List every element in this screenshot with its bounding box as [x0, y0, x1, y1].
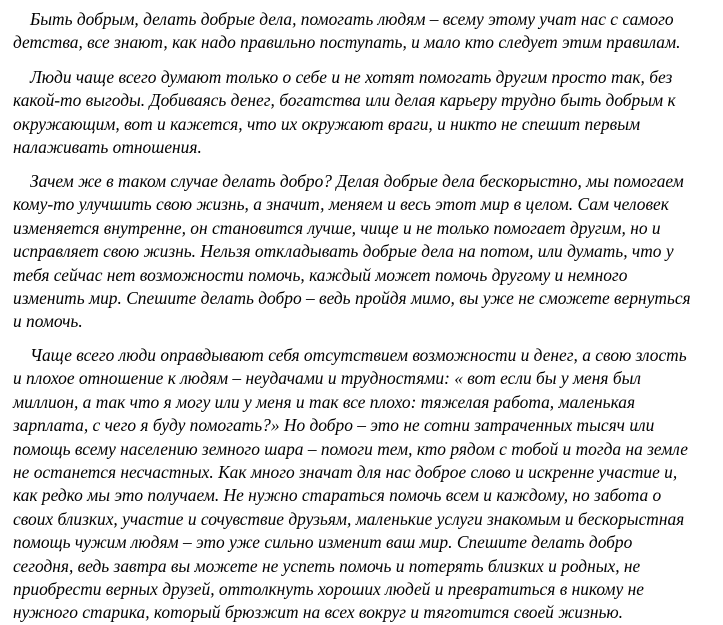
- text-line: зарплата, с чего я буду помогать?» Но добро – это не сотни затраченных тысяч или: [13, 415, 655, 436]
- text-line: изменить мир. Спешите делать добро – ведь пройдя мимо, вы уже не сможете вернуться: [13, 287, 691, 308]
- text-line: исправляет свою жизнь. Нельзя откладывать добрые дела на потом, или думать, что у: [13, 241, 674, 262]
- text-line: помощь чужим людям – это уже сильно изменит ваш мир. Спешите делать добро: [13, 532, 633, 553]
- text-line: окружающим, вот и кажется, что их окружают враги, и никто не спешит первым: [13, 113, 641, 134]
- paragraph-2: [13, 66, 676, 160]
- text-line: кому-то улучшить свою жизнь, а значит, меняем и весь этот мир в целом. Сам человек: [13, 194, 669, 215]
- text-line: Чаще всего люди оправдывают себя отсутствием возможности и денег, а свою злость: [30, 345, 687, 365]
- paragraph-4: [13, 344, 688, 625]
- text-line: нужного старика, который брюзжит на всех вокруг и тяготится своей жизнью.: [13, 602, 624, 623]
- text-line: Быть добрым, делать добрые дела, помогать людям – всему этому учат нас с самого: [30, 9, 674, 29]
- text-line: не останется несчастных. Как много значат для нас доброе слово и искренне участие и,: [13, 461, 678, 482]
- text-line: своих близких, участие и сочувствие друзьям, маленькие услуги знакомым и бескорыстная: [13, 508, 685, 529]
- text-line: миллион, а так что я могу или у меня и так все плохо: тяжелая работа, маленькая: [13, 391, 636, 412]
- paragraph-3: [13, 170, 691, 334]
- text-line: приобрести верных друзей, оттолкнуть хороших людей и превратиться в никому не: [13, 578, 644, 599]
- text-line: Зачем же в таком случае делать добро? Делая добрые дела бескорыстно, мы помогаем: [30, 171, 684, 191]
- text-line: тебя сейчас нет возможности помочь, каждый может помочь другому и немного: [13, 264, 628, 285]
- text-line: и помочь.: [13, 311, 83, 332]
- text-line: Люди чаще всего думают только о себе и не хотят помогать другим просто так, без: [30, 67, 673, 87]
- paragraph-1: [13, 8, 680, 55]
- text-line: помощь всему населению земного шара – помоги тем, кто рядом с тобой и тогда на земле: [13, 438, 689, 459]
- text-line: изменяется внутренне, он становится лучше, чище и не только помогает другим, но и: [13, 217, 661, 238]
- text-line: налаживать отношения.: [13, 137, 202, 158]
- text-line: детства, все знают, как надо правильно поступать, и мало кто следует этим правилам.: [13, 32, 681, 53]
- text-line: сегодня, ведь завтра вы можете не успеть помочь и потерять близких и родных, не: [13, 555, 641, 576]
- text-line: как редко мы это получаем. Не нужно стараться помочь всем и каждому, но забота о: [13, 485, 662, 506]
- text-line: и плохое отношение к людям – неудачами и трудностями: « вот если бы у меня был: [13, 368, 641, 389]
- text-line: какой-то выгоды. Добиваясь денег, богатства или делая карьеру трудно быть добрым к: [13, 90, 676, 111]
